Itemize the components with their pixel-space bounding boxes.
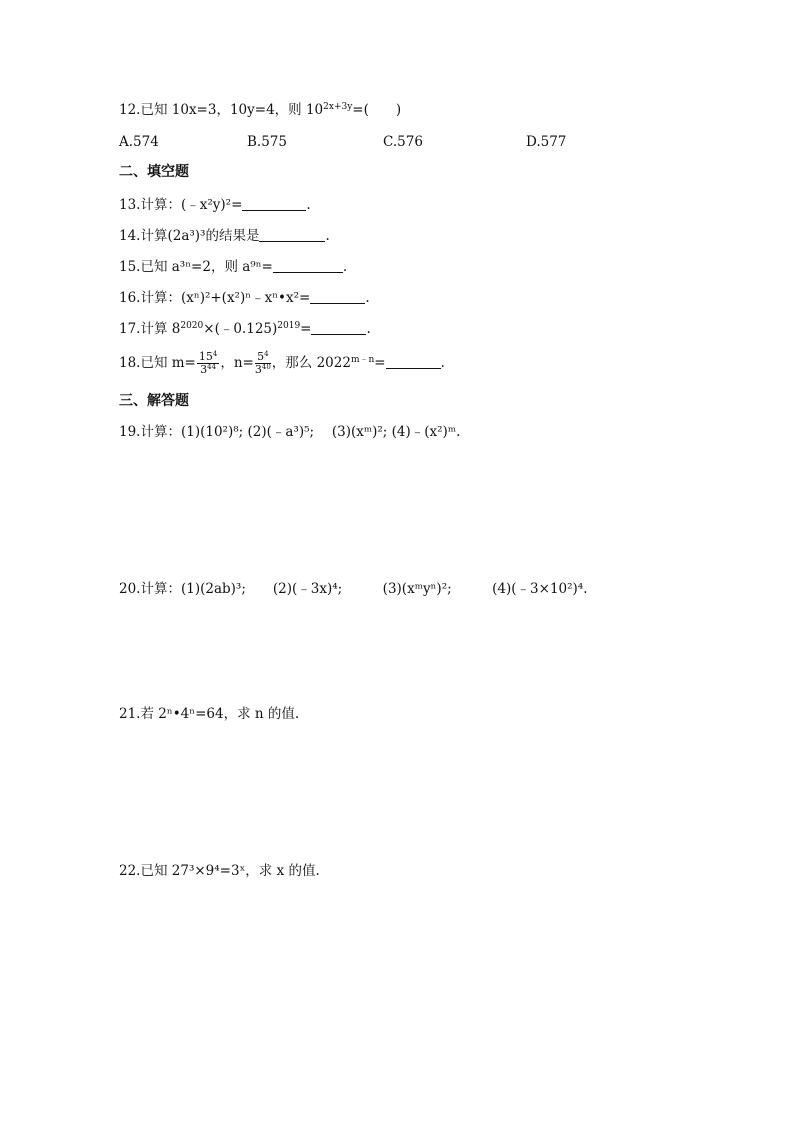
- exponent: 2019: [277, 321, 301, 331]
- numerator: 15: [198, 350, 213, 363]
- exponent: m﹣n: [350, 355, 375, 365]
- section-heading-solve: 三、解答题: [119, 393, 189, 409]
- fraction-m: [197, 351, 219, 376]
- question-15-text: 15.已知 a³ⁿ=2，则 a⁹ⁿ=: [119, 259, 273, 275]
- question-17-pre: 17.计算 8: [119, 321, 181, 337]
- exponent: 2020: [180, 321, 204, 331]
- question-18-post: ，那么 2022: [271, 355, 351, 371]
- question-14: 14.计算(2a³)³的结果是 .: [119, 228, 330, 244]
- question-18: 18.已知 m= $\frac{15^4}{3^{44}}$ ，n= $\frac{5^4}{3^{40}}$ ，那么 $2022^{m﹣n}=$ .: [119, 350, 445, 376]
- option-b: B.575: [247, 134, 287, 150]
- question-14-text: 14.计算(2a³)³的结果是: [119, 228, 260, 244]
- question-18-sep: ，n=: [220, 355, 254, 371]
- question-16: 16.计算：(xⁿ)²+(x²)ⁿ﹣xⁿ•x²= .: [119, 290, 370, 306]
- question-20: 20.计算：(1)(2ab)³; (2)(﹣3x)⁴; (3)(xᵐyⁿ)²; (4)(﹣3×10²)⁴.: [119, 581, 588, 597]
- fraction-n: [255, 351, 271, 376]
- answer-blank: [311, 321, 366, 335]
- question-13: 13.计算：(﹣x²y)²= .: [119, 197, 311, 213]
- question-15: 15.已知 a³ⁿ=2，则 a⁹ⁿ= .: [119, 259, 348, 275]
- option-d: D.577: [526, 134, 567, 150]
- answer-blank: [273, 259, 343, 273]
- section-heading-fill-in: 二、填空题: [119, 164, 189, 180]
- denominator: 3: [254, 363, 262, 376]
- question-13-text: 13.计算：(﹣x²y)²=: [119, 197, 243, 213]
- question-12-exponent: 2x+3y: [323, 102, 353, 112]
- denominator: 3: [200, 363, 208, 376]
- question-19: 19.计算：(1)(10²)⁸; (2)(﹣a³)⁵; (3)(xᵐ)²; (4)﹣(x²)ᵐ.: [119, 424, 461, 440]
- numerator: 5: [257, 350, 265, 363]
- question-22: 22.已知 27³×9⁴=3ˣ，求 x 的值.: [119, 863, 320, 879]
- question-17-post: =: [300, 321, 312, 337]
- question-17-mid: ×(﹣0.125): [203, 321, 278, 337]
- exponent: 44: [207, 363, 217, 371]
- answer-blank: [242, 197, 306, 211]
- question-12-stem: 12.已知 10x=3，10y=4，则 10: [119, 102, 324, 118]
- question-16-text: 16.计算：(xⁿ)²+(x²)ⁿ﹣xⁿ•x²=: [119, 290, 311, 306]
- question-17: 17.计算 $8^{2020}\times(﹣0.125)^{2019}=$ .: [119, 321, 371, 337]
- question-12-tail: =( ): [352, 102, 402, 118]
- exponent: 4: [212, 350, 218, 358]
- answer-blank: [386, 355, 441, 369]
- question-21: 21.若 2ⁿ•4ⁿ=64，求 n 的值.: [119, 706, 300, 722]
- option-c: C.576: [383, 134, 423, 150]
- question-18-pre: 18.已知 m=: [119, 355, 196, 371]
- answer-blank: [259, 228, 325, 242]
- question-12-options: [119, 133, 719, 151]
- answer-blank: [310, 290, 365, 304]
- question-18-tail: =: [374, 355, 386, 371]
- exponent: 40: [261, 363, 271, 371]
- exponent: 4: [264, 350, 269, 358]
- question-12: [119, 101, 401, 119]
- option-a: A.574: [119, 134, 159, 150]
